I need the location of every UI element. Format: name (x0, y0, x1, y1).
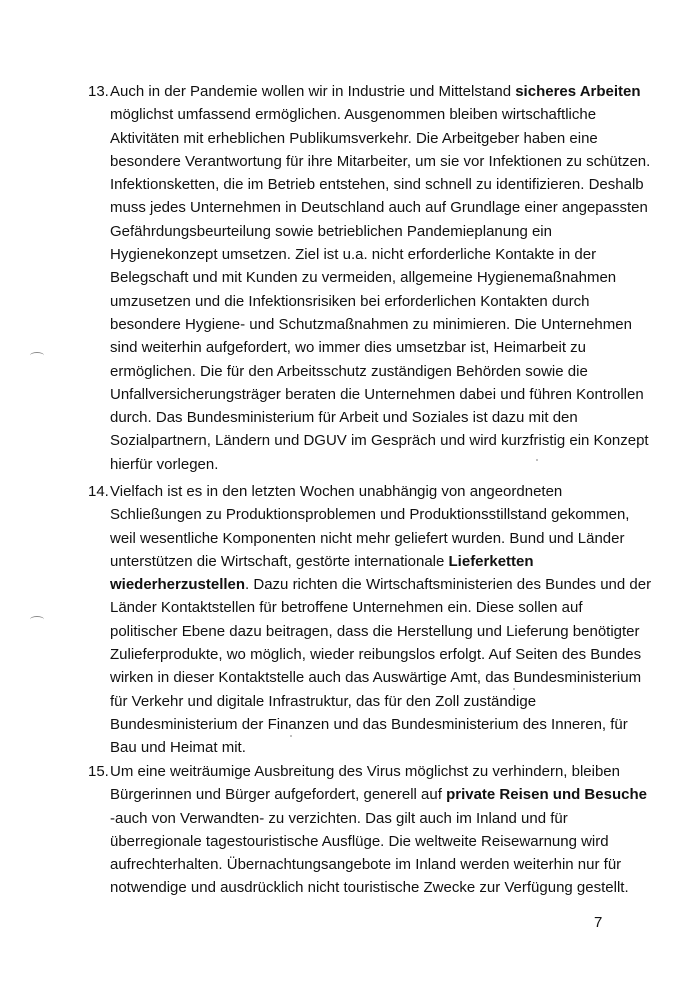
text-line (110, 876, 628, 899)
text-segment: Auch in der Pandemie wollen wir in Industrie und Mittelstand (110, 83, 516, 100)
numbered-item-13 (88, 80, 651, 476)
text-line (110, 103, 628, 126)
text-line (110, 666, 642, 689)
bold-phrase: sicheres Arbeiten (515, 83, 641, 100)
text-line (110, 783, 647, 806)
text-segment: Bundesministerium der Finanzen und das Bundesministerium des Inneren, für (110, 715, 628, 733)
text-segment: weil wesentliche Komponenten nicht mehr geliefert wurden. Bund und Länder (110, 529, 625, 547)
bold-phrase: Lieferketten (448, 552, 534, 570)
text-line (110, 527, 628, 550)
item-text (110, 760, 647, 900)
text-line (110, 243, 628, 266)
text-line (110, 736, 628, 759)
text-line (110, 150, 651, 173)
text-segment: sind weiterhin aufgefordert, wo immer dies umsetzbar ist, Heimarbeit zu (110, 339, 587, 357)
text-segment: Zulieferprodukte, wo möglich, wieder reibungslos erfolgt. Auf Seiten des Bundes (110, 646, 642, 664)
text-segment: für Verkehr und digitale Infrastruktur, das für den Zoll zuständige (110, 692, 537, 710)
text-line (110, 336, 628, 359)
text-line (110, 713, 628, 736)
text-segment: Länder Kontaktstellen für betroffene Unternehmen ein. Diese sollen auf (110, 599, 583, 617)
scan-mark (30, 352, 44, 359)
text-segment: besondere Verantwortung für ihre Mitarbeiter, um sie vor Infektionen zu schützen. (110, 152, 651, 170)
text-line (110, 643, 642, 666)
text-segment: aufrechterhalten. Übernachtungsangebote im Inland werden weiterhin nur für (110, 856, 622, 874)
text-segment: Bürgerinnen und Bürger aufgefordert, generell auf (110, 786, 447, 804)
text-line (110, 220, 628, 243)
text-segment: wirken in dieser Kontaktstelle auch das Auswärtige Amt, das Bundesministerium (110, 669, 642, 687)
text-line (110, 760, 628, 783)
page-number: 7 (594, 914, 603, 931)
text-segment: politischer Ebene dazu beitragen, dass die Herstellung und Lieferung benötigter (110, 622, 640, 640)
text-segment: Unfallversicherungsträger beraten die Unternehmen dabei und führen Kontrollen (110, 385, 644, 403)
text-line (110, 406, 628, 429)
text-segment: umzusetzen und die Infektionsrisiken bei erforderlichen Kontakten durch (110, 292, 590, 310)
text-line (110, 596, 628, 619)
text-line (110, 313, 632, 336)
text-segment: besondere Hygiene- und Schutzmaßnahmen zu minimieren. Die Unternehmen (110, 315, 632, 333)
item-text (110, 480, 652, 760)
text-segment: Bau und Heimat mit. (110, 739, 246, 757)
text-segment: Schließungen zu Produktionsproblemen und Produktionsstillstand gekommen, (110, 506, 630, 524)
text-segment: ermöglichen. Die für den Arbeitsschutz zuständigen Behörden sowie die (110, 362, 588, 380)
text-line (110, 807, 628, 830)
text-segment: Infektionsketten, die im Betrieb entstehen, sind schnell zu identifizieren. Deshalb (110, 176, 644, 194)
text-segment: Aktivitäten mit erheblichen Publikumsverkehr. Die Arbeitgeber haben eine (110, 129, 598, 147)
text-line (110, 550, 628, 573)
text-line (110, 196, 648, 219)
text-segment: Hygienekonzept umsetzen. Ziel ist u.a. nicht erforderliche Kontakte in der (110, 246, 597, 264)
text-line (110, 383, 644, 406)
item-number: 15. (88, 763, 109, 780)
text-segment: unterstützen die Wirtschaft, gestörte internationale (110, 552, 449, 570)
text-segment: notwendige und ausdrücklich nicht touristische Zwecke zur Verfügung gestellt. (110, 879, 629, 897)
text-segment: Vielfach ist es in den letzten Wochen unabhängig von angeordneten (110, 483, 563, 500)
text-line (110, 690, 628, 713)
item-number: 13. (88, 83, 109, 100)
text-segment: Um eine weiträumige Ausbreitung des Virus möglichst zu verhindern, bleiben (110, 763, 620, 780)
text-line (110, 266, 628, 289)
text-segment: -auch von Verwandten- zu verzichten. Das gilt auch im Inland und für (110, 809, 568, 827)
text-segment: Gefährdungsbeurteilung sowie betrieblichen Pandemieplanung ein (110, 222, 552, 240)
text-segment: . Dazu richten die Wirtschaftsministerien des Bundes und der (245, 576, 652, 594)
item-number: 14. (88, 483, 109, 500)
text-segment: Belegschaft und mit Kunden zu vermeiden, allgemeine Hygienemaßnahmen (110, 269, 617, 287)
numbered-item-15 (88, 760, 647, 900)
text-segment: möglichst umfassend ermöglichen. Ausgenommen bleiben wirtschaftliche (110, 106, 597, 124)
text-segment: durch. Das Bundesministerium für Arbeit und Soziales ist dazu mit den (110, 409, 578, 427)
text-segment: überregionale tagestouristische Ausflüge. Die weltweite Reisewarnung wird (110, 832, 609, 850)
text-line (110, 173, 644, 196)
bold-phrase: wiederherzustellen (110, 576, 246, 594)
scan-mark (30, 616, 44, 623)
text-line (110, 80, 641, 103)
item-text (110, 80, 651, 476)
text-segment: muss jedes Unternehmen in Deutschland auch auf Grundlage einer angepassten (110, 199, 648, 217)
text-line (110, 429, 649, 452)
text-line (110, 360, 628, 383)
text-line (110, 503, 628, 526)
text-line (110, 453, 628, 476)
text-line (110, 620, 640, 643)
text-line (110, 290, 628, 313)
text-line (110, 830, 628, 853)
text-line (110, 853, 628, 876)
text-line (110, 480, 628, 503)
text-segment: hierfür vorlegen. (110, 455, 219, 473)
text-line (110, 573, 652, 596)
numbered-item-14 (88, 480, 652, 760)
text-line (110, 127, 628, 150)
text-segment: Sozialpartnern, Ländern und DGUV im Gespräch und wird kurzfristig ein Konzept (110, 432, 649, 450)
bold-phrase: private Reisen und Besuche (446, 786, 647, 804)
